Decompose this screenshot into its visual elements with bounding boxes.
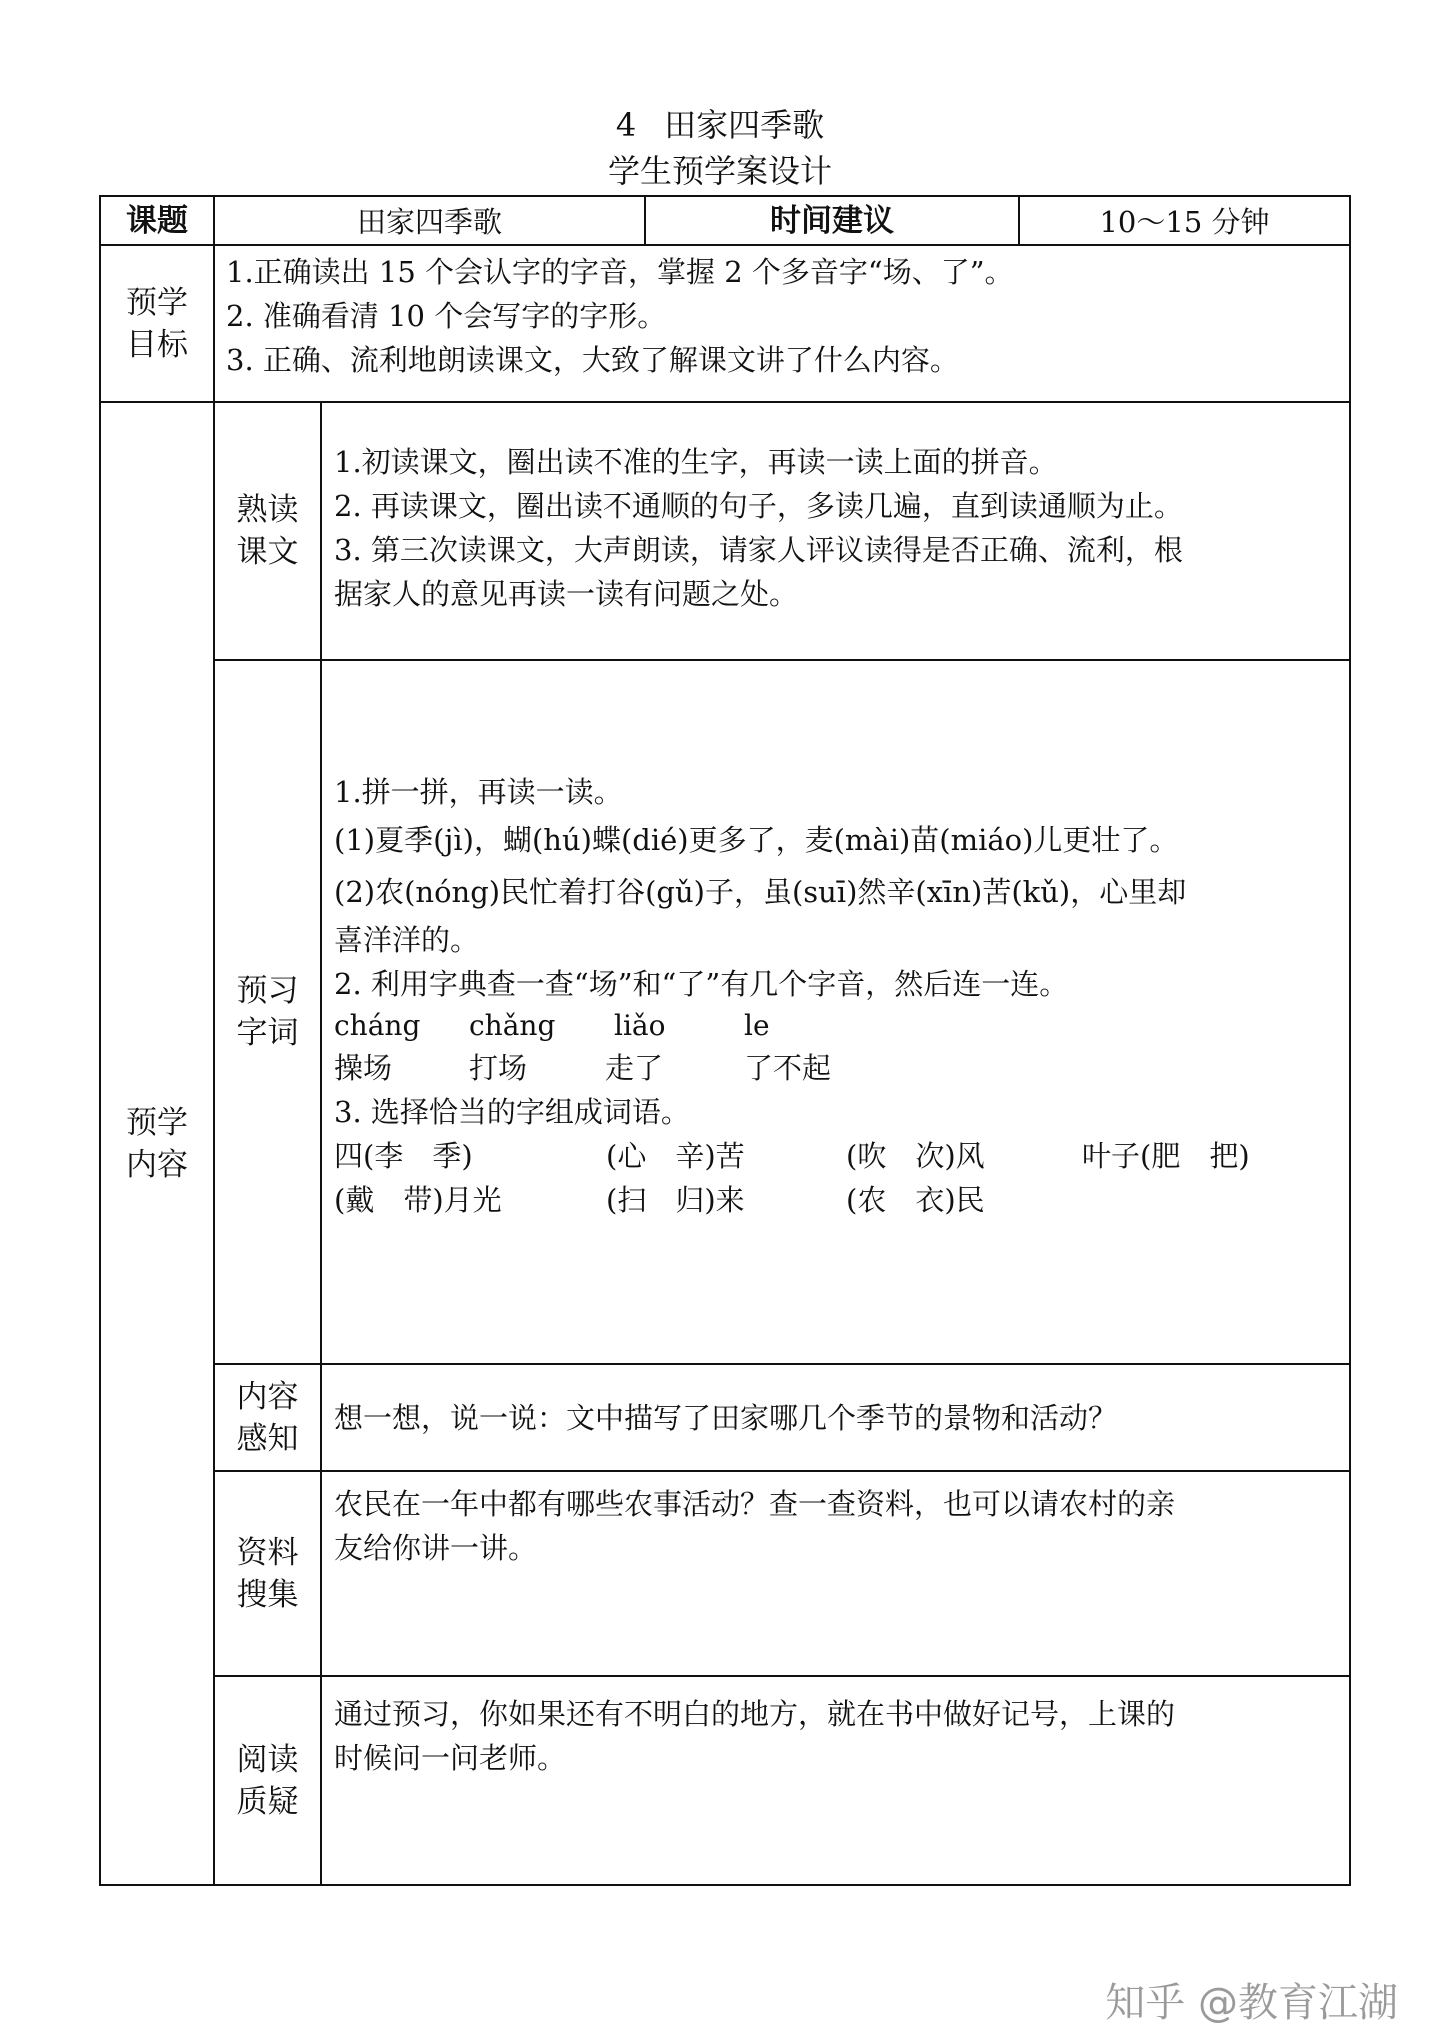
page-header	[0, 102, 1440, 194]
word-item: 打场	[469, 1051, 528, 1085]
page-subtitle: 学生预学案设计	[607, 152, 832, 190]
goals-label-line-1: 预学	[126, 284, 188, 321]
content-label	[101, 403, 213, 1884]
choice-item: (扫 归)来	[606, 1183, 745, 1217]
goals-list	[226, 250, 1341, 398]
pinyin-line-2-cont: 喜洋洋的。	[334, 923, 480, 957]
reading-label	[215, 403, 320, 659]
pinyin-item: chǎng	[469, 1009, 556, 1042]
choice-item: (吹 次)风	[846, 1139, 985, 1173]
words-label	[215, 661, 320, 1363]
lesson-number: 4	[615, 106, 637, 144]
questions-label-line-2: 质疑	[236, 1783, 299, 1820]
research-label-line-2: 搜集	[236, 1576, 299, 1613]
reading-label-line-1: 熟读	[236, 492, 299, 528]
task-3: 3. 选择恰当的字组成词语。	[334, 1095, 690, 1129]
goals-label	[101, 246, 213, 401]
perception-label-line-1: 内容	[236, 1378, 299, 1415]
reading-item: 2. 再读课文，圈出读不通顺的句子，多读几遍，直到读通顺为止。	[334, 489, 1183, 523]
goal-item: 1.正确读出 15 个会认字的字音，掌握 2 个多音字“场、了”。	[226, 255, 1014, 289]
content-label-line-2: 内容	[126, 1146, 188, 1183]
questions-line: 通过预习，你如果还有不明白的地方，就在书中做好记号，上课的	[334, 1697, 1176, 1731]
goal-item: 2. 准确看清 10 个会写字的字形。	[226, 299, 667, 333]
task-2: 2. 利用字典查一查“场”和“了”有几个字音，然后连一连。	[334, 967, 1069, 1001]
words-content	[334, 770, 1346, 1250]
topic-value: 田家四季歌	[356, 205, 502, 239]
research-text	[334, 1482, 1346, 1662]
time-label: 时间建议	[770, 202, 894, 239]
perception-label-line-2: 感知	[236, 1420, 299, 1457]
choice-item: (心 辛)苦	[606, 1139, 745, 1173]
word-item: 了不起	[744, 1051, 832, 1085]
choice-row-2	[334, 1178, 985, 1222]
questions-label-line-1: 阅读	[236, 1741, 299, 1778]
choice-item: (农 衣)民	[846, 1183, 985, 1217]
watermark: 知乎 @教育江湖	[1105, 1980, 1398, 2026]
goal-item: 3. 正确、流利地朗读课文，大致了解课文讲了什么内容。	[226, 343, 959, 377]
research-line: 农民在一年中都有哪些农事活动？查一查资料，也可以请农村的亲	[334, 1487, 1176, 1521]
pinyin-item: cháng	[334, 1009, 421, 1042]
goals-label-line-2: 目标	[126, 326, 188, 363]
content-label-line-1: 预学	[126, 1104, 188, 1141]
word-item: 操场	[334, 1051, 393, 1085]
choice-item: 叶子(肥 把)	[1082, 1139, 1250, 1173]
task-1: 1.拼一拼，再读一读。	[334, 775, 623, 809]
questions-line: 时候问一问老师。	[334, 1741, 567, 1775]
pinyin-line-2: (2)农(nóng)民忙着打谷(gǔ)子，虽(suī)然辛(xīn)苦(kǔ)，心里却	[334, 875, 1187, 909]
research-line: 友给你讲一讲。	[334, 1531, 538, 1565]
reading-label-line-2: 课文	[236, 534, 299, 570]
lesson-title	[0, 102, 1440, 148]
word-options	[334, 1046, 831, 1090]
lesson-name: 田家四季歌	[664, 106, 825, 144]
reading-item: 1.初读课文，圈出读不准的生字，再读一读上面的拼音。	[334, 445, 1058, 479]
pinyin-item: liǎo	[614, 1009, 666, 1042]
questions-label	[215, 1677, 320, 1884]
word-item: 走了	[605, 1051, 664, 1085]
choice-row-1	[334, 1134, 1250, 1178]
choice-item: 四(李 季)	[334, 1139, 473, 1173]
pinyin-options	[334, 1006, 770, 1046]
pinyin-item: le	[744, 1009, 770, 1042]
words-label-line-2: 字词	[236, 1015, 299, 1051]
choice-item: (戴 带)月光	[334, 1183, 502, 1217]
perception-text: 想一想，说一说：文中描写了田家哪几个季节的景物和活动？	[334, 1400, 1118, 1435]
reading-item: 3. 第三次读课文，大声朗读，请家人评议读得是否正确、流利，根	[334, 533, 1183, 567]
time-value: 10～15 分钟	[1099, 205, 1270, 239]
reading-item: 据家人的意见再读一读有问题之处。	[334, 577, 799, 611]
questions-text	[334, 1692, 1346, 1872]
words-label-line-1: 预习	[236, 973, 299, 1009]
reading-list	[334, 440, 1344, 640]
topic-label: 课题	[126, 202, 188, 239]
research-label	[215, 1472, 320, 1675]
perception-label	[215, 1365, 320, 1470]
research-label-line-1: 资料	[236, 1534, 299, 1571]
pinyin-line-1: (1)夏季(jì)，蝴(hú)蝶(dié)更多了，麦(mài)苗(miáo)儿更壮了。	[334, 823, 1179, 857]
